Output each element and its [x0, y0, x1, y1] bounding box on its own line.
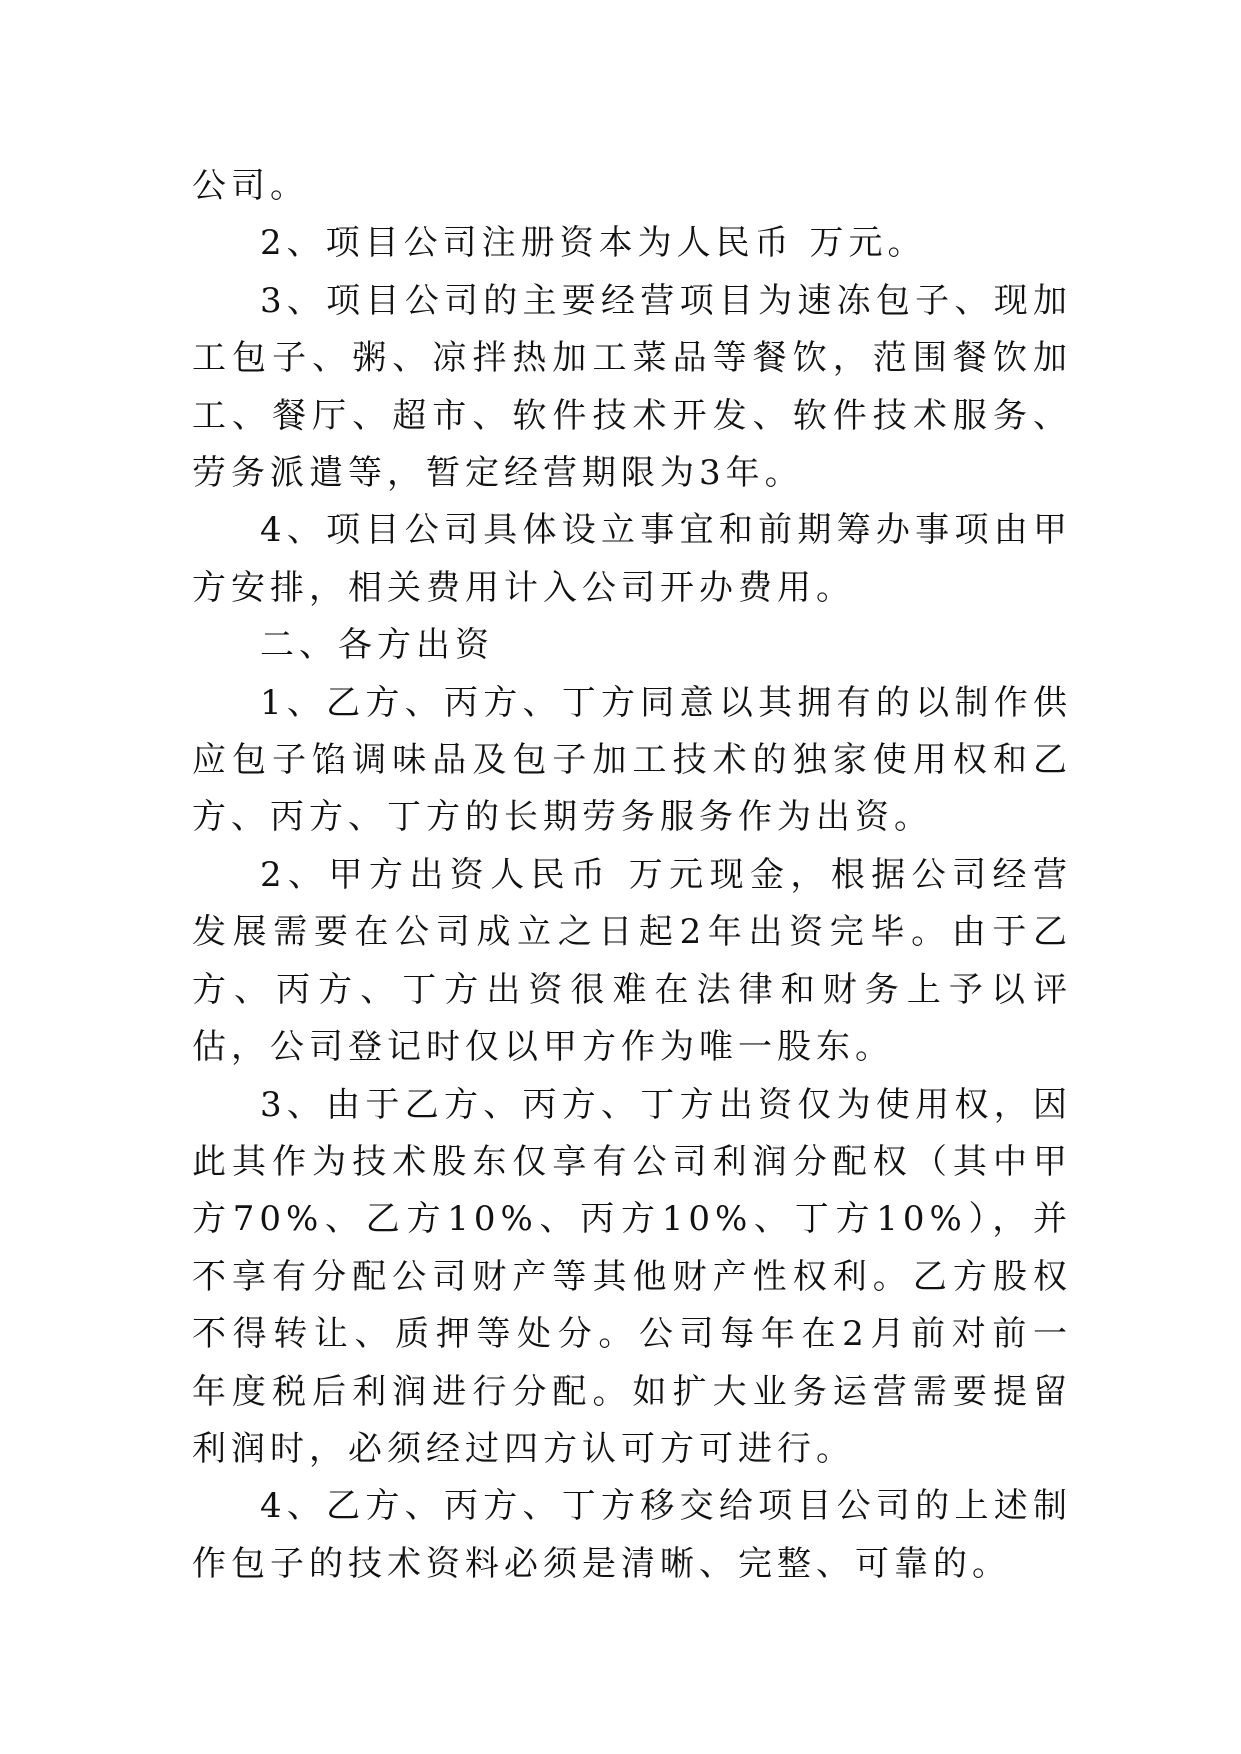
- paragraph-cash-contribution: 2、甲方出资人民币 万元现金，根据公司经营发展需要在公司成立之日起2年出资完毕。由于乙方、丙方、丁方出资很难在法律和财务上予以评估，公司登记时仅以甲方作为唯一股东。: [192, 854, 1072, 1068]
- section-heading-capital-contribution: 二、各方出资: [260, 625, 494, 666]
- paragraph-company-continued: 公司。: [192, 166, 309, 206]
- paragraph-setup-arrangement: 4、项目公司具体设立事宜和前期筹办事项由甲方安排，相关费用计入公司开办费用。: [192, 510, 1072, 608]
- paragraph-technical-contribution: 1、乙方、丙方、丁方同意以其拥有的以制作供应包子馅调味品及包子加工技术的独家使用权和乙方、丙方、丁方的长期劳务服务作为出资。: [192, 682, 1072, 838]
- paragraph-technical-materials: 4、乙方、丙方、丁方移交给项目公司的上述制作包子的技术资料必须是清晰、完整、可靠的。: [192, 1486, 1072, 1584]
- paragraph-registered-capital: 2、项目公司注册资本为人民币 万元。: [260, 223, 927, 264]
- paragraph-profit-distribution: 3、由于乙方、丙方、丁方出资仅为使用权，因此其作为技术股东仅享有公司利润分配权（其中甲方70%、乙方10%、丙方10%、丁方10%），并不享有分配公司财产等其他财产性权利。乙方股权不得转让、质押等处分。公司每年在2月前对前一年度税后利润进行分配。如扩大业务运营需要提留利润时，必须经过四方认可方可进行。: [192, 1084, 1072, 1469]
- document-body: [192, 158, 1072, 1593]
- paragraph-business-scope: 3、项目公司的主要经营项目为速冻包子、现加工包子、粥、凉拌热加工菜品等餐饮，范围餐饮加工、餐厅、超市、软件技术开发、软件技术服务、劳务派遣等，暂定经营期限为3年。: [192, 280, 1072, 494]
